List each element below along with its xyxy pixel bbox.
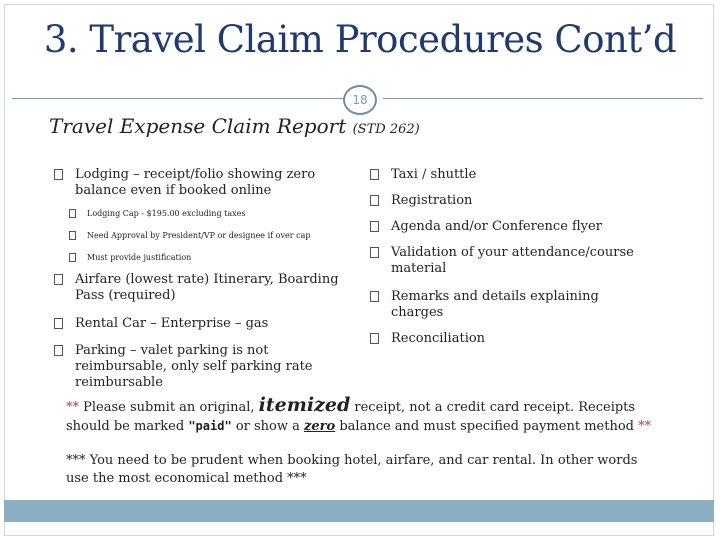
checkbox-bullet-icon: [54, 274, 63, 285]
page-number-badge: 18: [343, 85, 377, 115]
list-item-text: Rental Car – Enterprise – gas: [75, 316, 269, 331]
sub-item-justification: [49, 252, 349, 263]
note-text-1: Please submit an original,: [79, 400, 259, 415]
list-item-text: Taxi / shuttle: [391, 167, 477, 182]
checkbox-bullet-icon: [370, 291, 379, 302]
checkbox-bullet-icon: [54, 345, 63, 356]
list-item-text: Agenda and/or Conference flyer: [391, 219, 602, 234]
sub-item-text: Need Approval by President/VP or designee if over cap: [87, 231, 311, 240]
checkbox-bullet-icon: [69, 253, 76, 262]
checkbox-bullet-icon: [370, 221, 379, 232]
checkbox-bullet-icon: [370, 195, 379, 206]
note-zero-label: zero: [304, 419, 336, 434]
sub-item-lodging-cap: [49, 208, 349, 219]
note-text-3: or show a: [231, 419, 305, 434]
list-item-reconciliation: [365, 331, 655, 347]
checkbox-bullet-icon: [370, 169, 379, 180]
checkbox-bullet-icon: [54, 318, 63, 329]
title-divider-left: [12, 98, 345, 99]
list-item-rental-car: [49, 316, 349, 332]
note-stars-close: **: [638, 419, 652, 434]
list-item-remarks: [365, 289, 655, 321]
checkbox-bullet-icon: [370, 333, 379, 344]
sub-item-approval: [49, 230, 349, 241]
subtitle-form-code: (STD 262): [352, 122, 420, 137]
list-item-text: Remarks and details explaining charges: [391, 289, 599, 320]
note-text-4: balance and must specified payment method: [335, 419, 639, 434]
list-item-agenda: [365, 219, 655, 235]
right-column: [365, 167, 655, 347]
note-stars-open: **: [66, 400, 79, 415]
list-item-text: Airfare (lowest rate) Itinerary, Boarding Pass (required): [75, 272, 339, 303]
note-paid-label: "paid": [188, 419, 232, 433]
section-subtitle: [49, 114, 420, 138]
list-item-airfare: [49, 272, 349, 304]
sub-item-text: Must provide justification: [87, 253, 192, 262]
list-item-text: Reconciliation: [391, 331, 486, 346]
list-item-text: Lodging – receipt/folio showing zero balance even if booked online: [75, 167, 316, 198]
list-item-text: Parking – valet parking is not reimbursable, only self parking rate reimbursable: [75, 343, 313, 390]
note-text-2: receipt, not a credit card receipt. Receipts should be marked: [66, 400, 636, 434]
list-item-lodging: [49, 167, 349, 199]
list-item-text: Registration: [391, 193, 473, 208]
list-item-registration: [365, 193, 655, 209]
left-column: [49, 167, 349, 391]
footer-bar: [4, 500, 714, 522]
list-item-taxi: [365, 167, 655, 183]
title-divider-right: [383, 98, 703, 99]
checkbox-bullet-icon: [54, 169, 63, 180]
checkbox-bullet-icon: [69, 231, 76, 240]
sub-item-text: Lodging Cap - $195.00 excluding taxes: [87, 209, 246, 218]
list-item-text: Validation of your attendance/course material: [391, 245, 634, 276]
receipt-note: [66, 396, 656, 436]
checkbox-bullet-icon: [370, 247, 379, 258]
slide-title: 3. Travel Claim Procedures Cont’d: [43, 18, 677, 61]
subtitle-main: Travel Expense Claim Report: [49, 114, 347, 138]
note-emphasis-itemized: itemized: [258, 394, 351, 416]
checkbox-bullet-icon: [69, 209, 76, 218]
prudence-note: *** You need to be prudent when booking hotel, airfare, and car rental. In other words use the most economical method ***: [66, 453, 638, 486]
list-item-parking: [49, 343, 349, 391]
list-item-validation: [365, 245, 655, 277]
